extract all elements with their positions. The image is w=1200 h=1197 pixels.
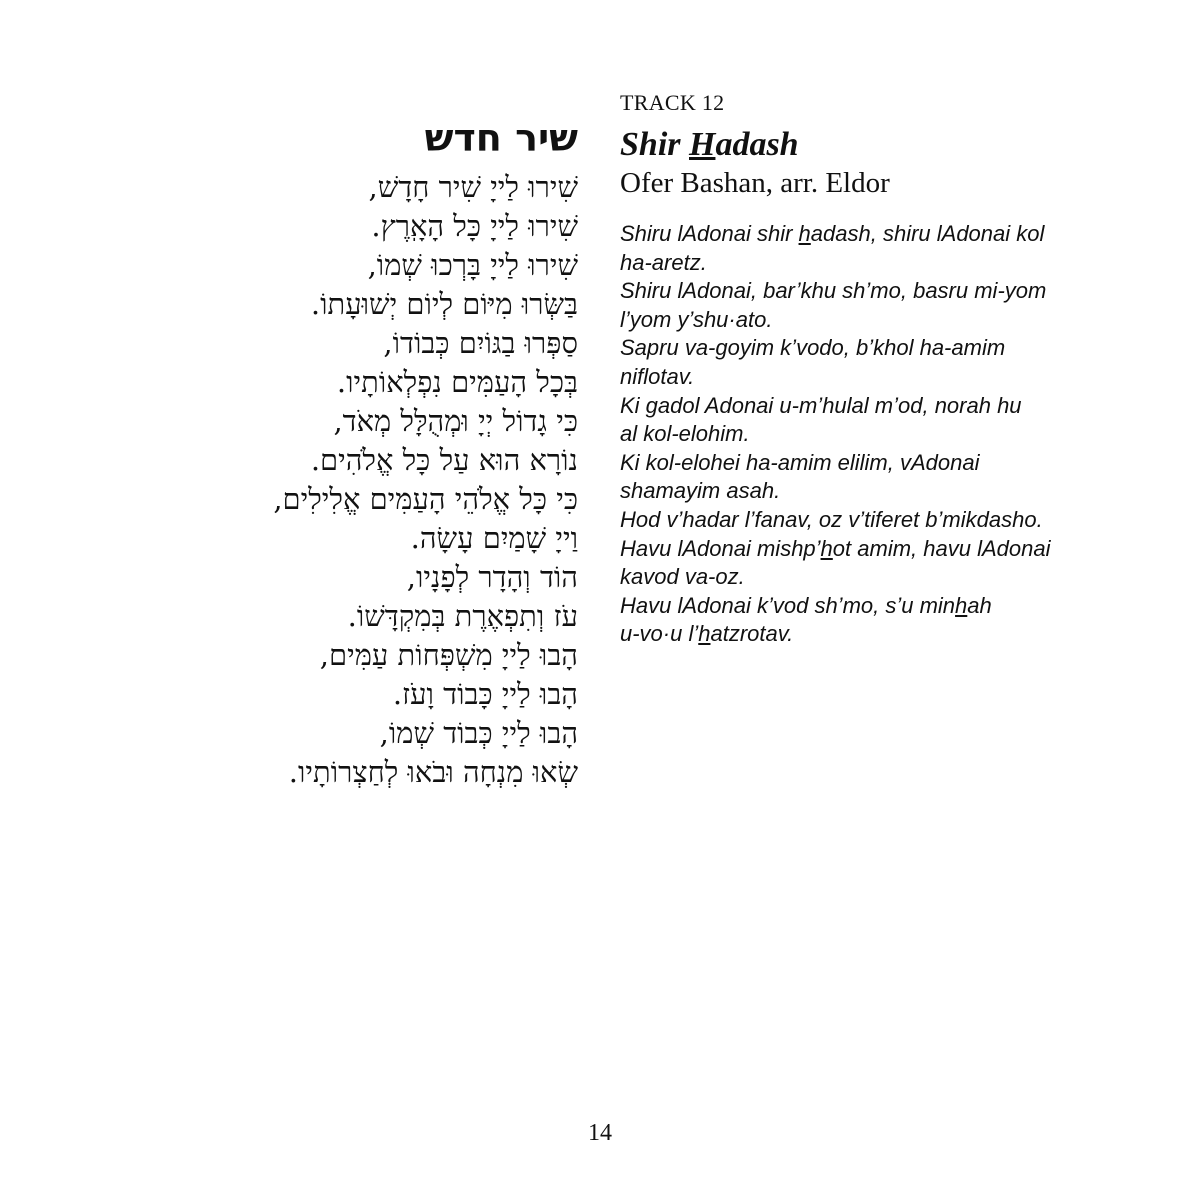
transliteration-text: Sapru va-goyim k’vodo, b’khol ha-amim <box>620 335 1006 361</box>
transliteration-line <box>620 334 1120 363</box>
underlined-letter: h <box>820 535 833 561</box>
transliteration-block <box>620 220 1120 649</box>
hebrew-line: שִׁירוּ לַייָ כָּל הָאָֽרֶץ. <box>371 209 578 243</box>
transliteration-text: shamayim asah. <box>620 478 781 504</box>
hebrew-lyrics <box>200 168 578 792</box>
song-title-part: Shir <box>620 126 689 163</box>
hebrew-line: וַייָ שָׁמַיִם עָשָׂה. <box>410 521 578 555</box>
transliteration-line <box>620 420 1120 449</box>
transliteration-line <box>620 363 1120 392</box>
transliteration-text: Ki kol-elohei ha-amim elilim, vAdonai <box>620 449 980 475</box>
hebrew-title: שיר חדש <box>424 116 578 160</box>
transliteration-line <box>620 449 1120 478</box>
hebrew-line: בְּכָל הָעַמִּים נִפְלְאוֹתָיו. <box>336 365 578 399</box>
english-column <box>620 88 1120 649</box>
transliteration-line <box>620 306 1120 335</box>
hebrew-line: עֹז וְתִפְאֶרֶת בְּמִקְדָּשׁוֹ. <box>347 599 578 633</box>
page-number: 14 <box>588 1120 612 1146</box>
transliteration-text: ha-aretz. <box>620 249 707 275</box>
transliteration-text: Shiru lAdonai, bar’khu sh’mo, basru mi-yom <box>620 278 1047 304</box>
transliteration-line <box>620 277 1120 306</box>
transliteration-text: ot amim, havu lAdonai <box>832 535 1051 561</box>
transliteration-line <box>620 620 1120 649</box>
hebrew-line: הָבוּ לַייָ כָּבוֹד וָעֹז. <box>392 677 578 711</box>
transliteration-text: kavod va-oz. <box>620 564 745 590</box>
hebrew-line: בַּשְּׂרוּ מִיּוֹם לְיוֹם יְשׁוּעָתוֹ. <box>310 287 578 321</box>
transliteration-line <box>620 535 1120 564</box>
hebrew-line: הָבוּ לַייָ כְּבוֹד שְׁמוֹ, <box>379 716 578 750</box>
underlined-letter: h <box>955 592 968 618</box>
hebrew-line: סַפְּרוּ בַגּוֹיִם כְּבוֹדוֹ, <box>383 326 578 360</box>
underlined-letter: h <box>698 621 711 647</box>
hebrew-line: כִּי גָדוֹל יְיָ וּמְהֻלָּל מְאֹד, <box>333 404 578 438</box>
transliteration-text: al kol-elohim. <box>620 421 750 447</box>
transliteration-line <box>620 392 1120 421</box>
hebrew-line: שִׁירוּ לַייָ בָּרְכוּ שְׁמוֹ, <box>367 248 578 282</box>
transliteration-text: Havu lAdonai mishp’ <box>620 535 821 561</box>
transliteration-text: l’yom y’shu·ato. <box>620 306 773 332</box>
transliteration-line <box>620 506 1120 535</box>
transliteration-line <box>620 592 1120 621</box>
hebrew-line: הָבוּ לַייָ מִשְׁפְּחוֹת עַמִּים, <box>319 638 578 672</box>
hebrew-line: שְׂאוּ מִנְחָה וּבֹאוּ לְחַצְרוֹתָיו. <box>288 755 578 789</box>
transliteration-text: atzrotav. <box>710 621 794 647</box>
transliteration-text: niflotav. <box>620 363 695 389</box>
hebrew-line: שִׁירוּ לַייָ שִׁיר חָדָשׁ, <box>368 170 578 204</box>
transliteration-line <box>620 249 1120 278</box>
hebrew-line: נוֹרָא הוּא עַל כָּל אֱלֹהִים. <box>310 443 578 477</box>
transliteration-text: adash, shiru lAdonai kol <box>810 221 1045 246</box>
transliteration-text: Ki gadol Adonai u-m’hulal m’od, norah hu <box>620 392 1022 418</box>
song-title-part: adash <box>715 126 799 163</box>
transliteration-line <box>620 477 1120 506</box>
transliteration-line <box>620 563 1120 592</box>
hebrew-line: כִּי כָּל אֱלֹהֵי הָעַמִּים אֱלִילִים, <box>273 482 578 516</box>
transliteration-line <box>620 220 1120 249</box>
transliteration-text: Hod v’hadar l’fanav, oz v’tiferet b’mikdasho. <box>620 506 1043 532</box>
track-label: TRACK 12 <box>620 90 725 115</box>
transliteration-text: ah <box>967 592 992 618</box>
transliteration-text: u-vo·u l’ <box>620 621 699 647</box>
hebrew-line: הוֹד וְהָדָר לְפָנָיו, <box>406 560 578 594</box>
transliteration-text: Shiru lAdonai shir <box>620 221 799 246</box>
underlined-letter: h <box>798 221 811 246</box>
composer-credit: Ofer Bashan, arr. Eldor <box>620 167 890 199</box>
song-title-underlined-letter: H <box>689 126 716 163</box>
hebrew-column <box>200 112 578 792</box>
transliteration-text: Havu lAdonai k’vod sh’mo, s’u min <box>620 592 956 618</box>
song-title <box>620 124 1120 166</box>
